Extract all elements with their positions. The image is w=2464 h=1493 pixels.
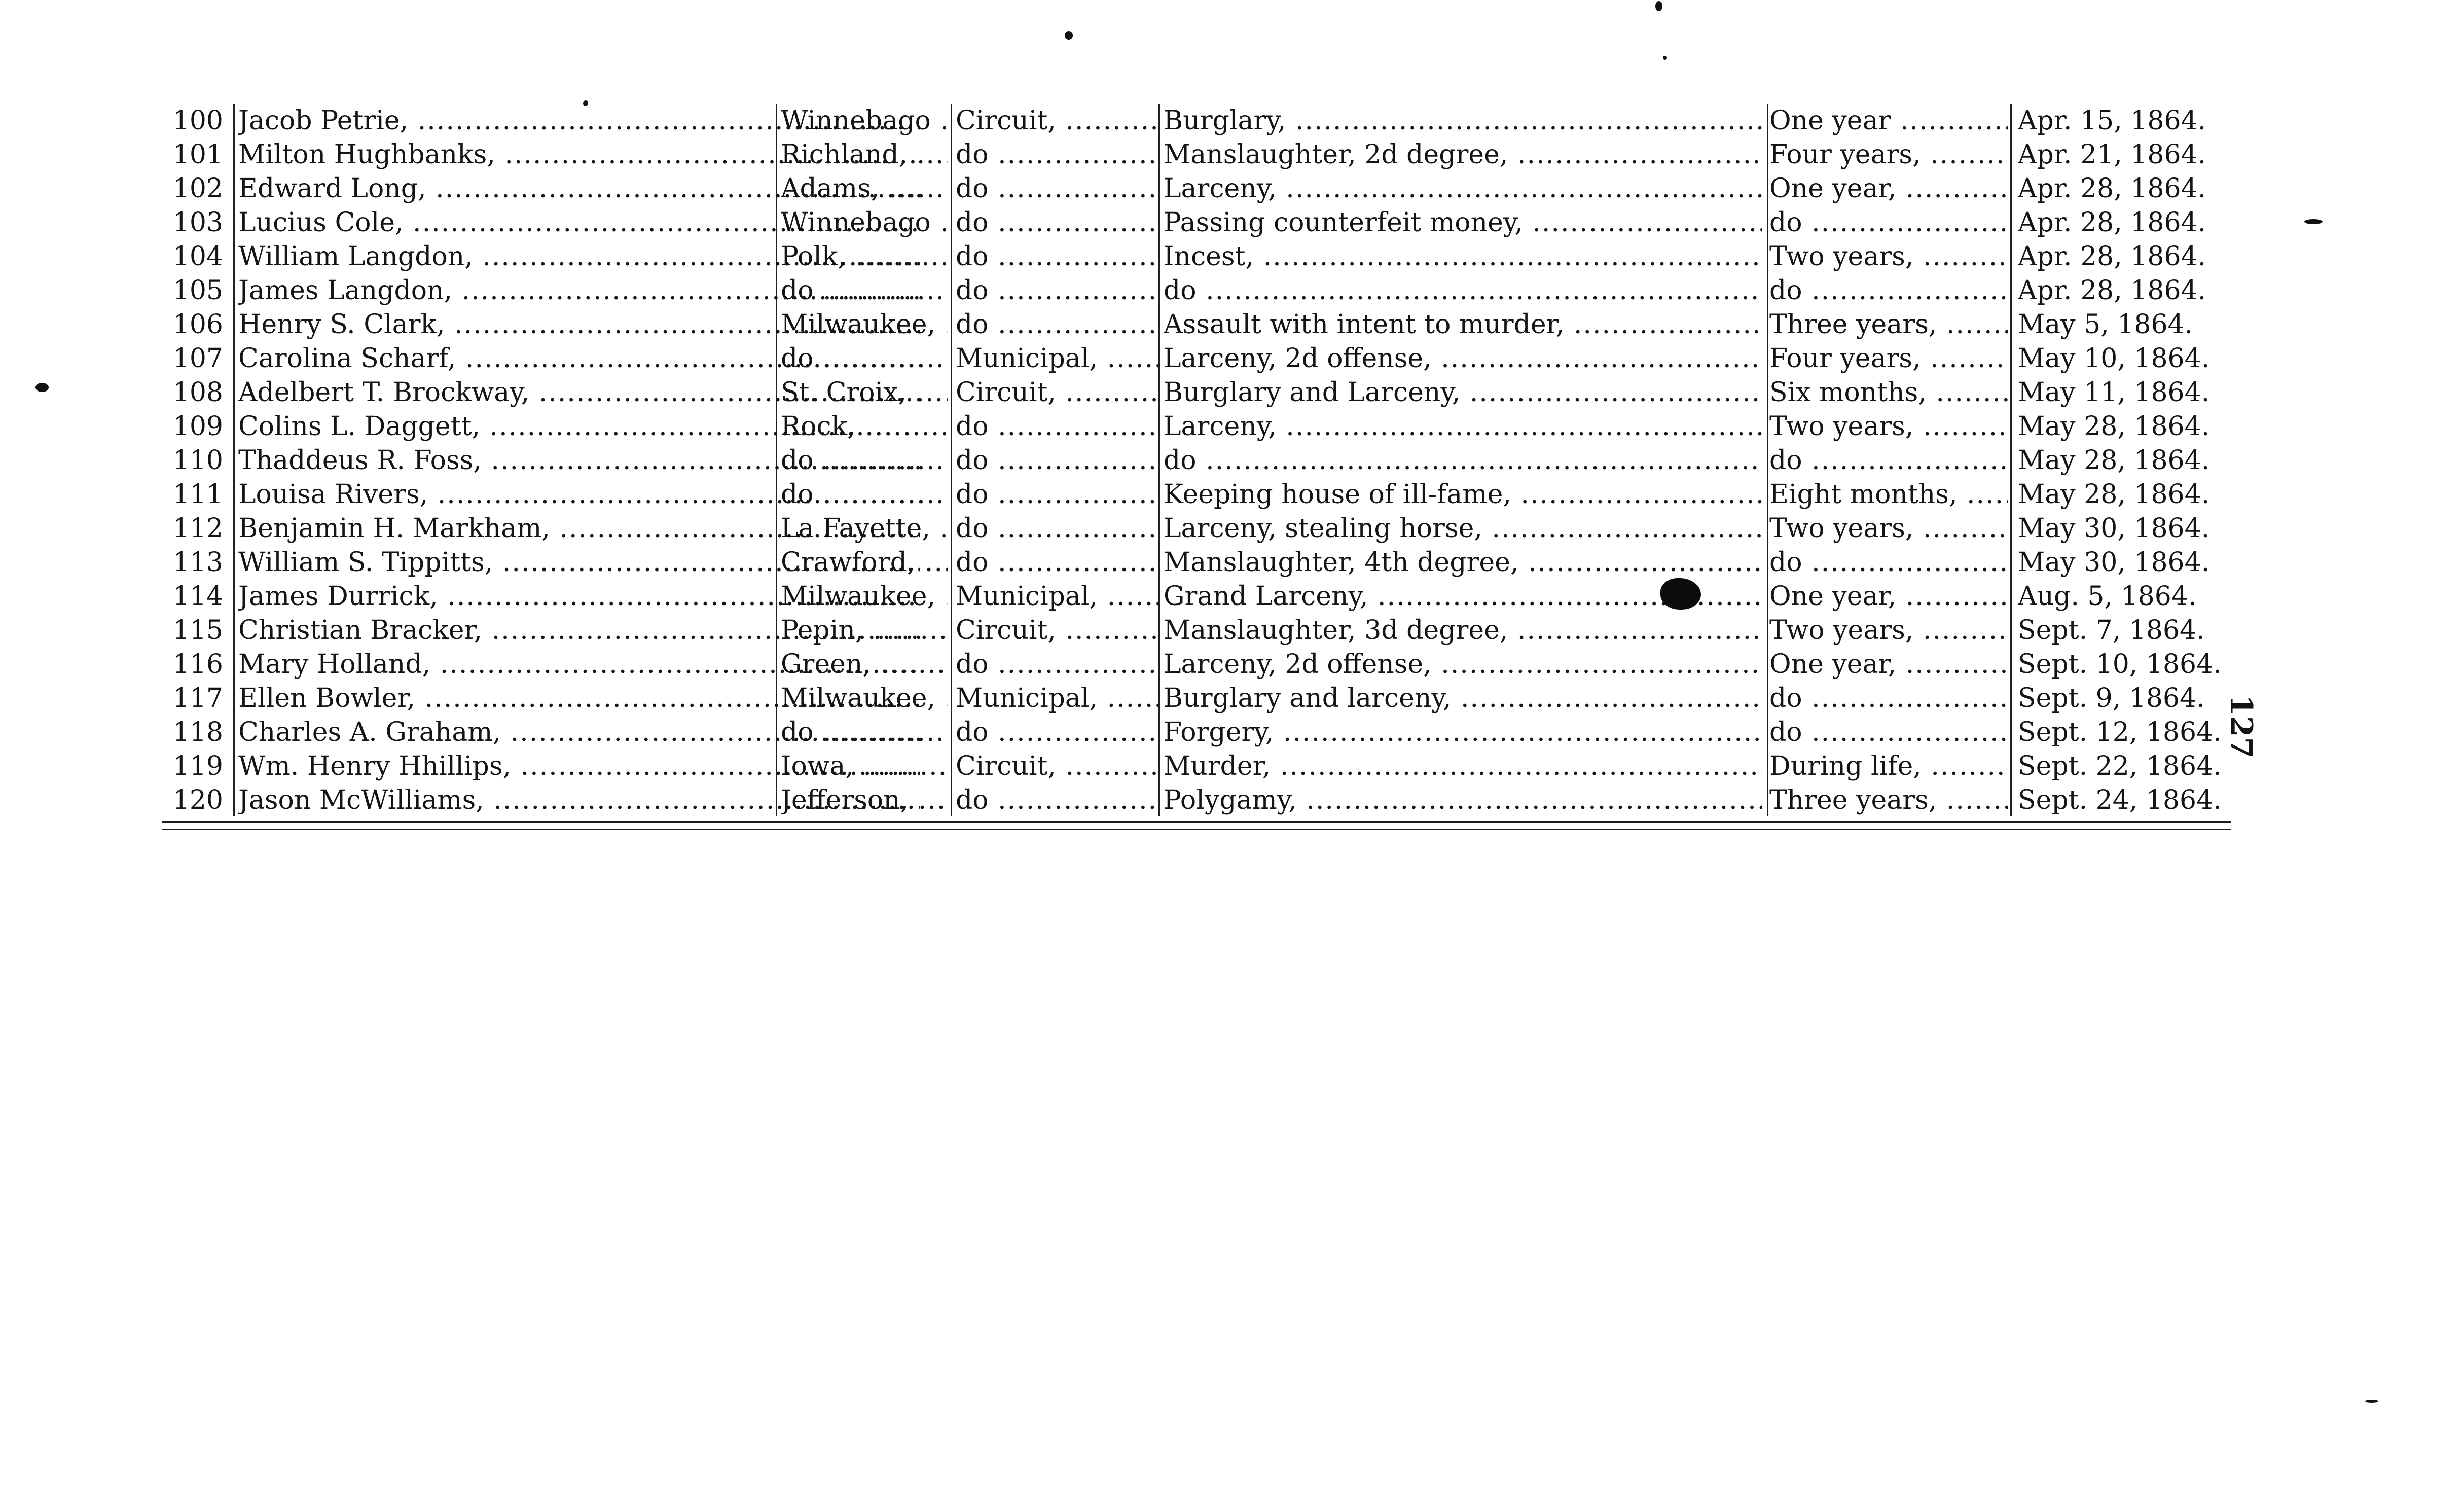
- county: do .....: [781, 478, 948, 512]
- sentence-term: Two years, .....: [1769, 512, 2008, 546]
- page-number: 127: [2223, 695, 2259, 759]
- table-row: [152, 444, 2236, 478]
- sentence-date: May 28, 1864.: [2018, 479, 2210, 510]
- sentence-term: Three years, .....: [1769, 784, 2008, 817]
- row-number: 110: [172, 445, 223, 476]
- ink-speck: [2304, 219, 2323, 224]
- table-row: [152, 750, 2236, 784]
- row-number: 115: [172, 615, 223, 646]
- ink-speck: [1655, 1, 1662, 11]
- sentence-date: Sept. 12, 1864.: [2018, 717, 2222, 748]
- table-row: [152, 784, 2236, 817]
- county: Milwaukee, .....: [781, 308, 948, 342]
- court: do .....: [956, 206, 1158, 240]
- crime: Burglary and Larceny, .....: [1164, 376, 1762, 410]
- row-number: 101: [172, 139, 223, 170]
- sentence-term: Eight months, .....: [1769, 478, 2008, 512]
- row-number: 102: [172, 173, 223, 204]
- ink-speck: [1663, 56, 1667, 60]
- sentence-date: Sept. 10, 1864.: [2018, 649, 2222, 680]
- crime: Polygamy, .....: [1164, 784, 1762, 817]
- prisoner-name: Benjamin H. Markham, .....: [238, 512, 920, 546]
- row-number: 111: [172, 479, 223, 510]
- crime: Passing counterfeit money, .....: [1164, 206, 1762, 240]
- sentence-date: May 11, 1864.: [2018, 377, 2210, 408]
- table-row: [152, 138, 2236, 172]
- prisoner-name: Jason McWilliams, .....: [238, 784, 920, 817]
- sentence-date: Apr. 15, 1864.: [2018, 105, 2206, 136]
- crime: Forgery, .....: [1164, 716, 1762, 750]
- county: Rock, .....: [781, 410, 948, 444]
- sentence-date: Apr. 28, 1864.: [2018, 207, 2206, 238]
- sentence-term: do .....: [1769, 274, 2008, 308]
- county: Crawford, .....: [781, 546, 948, 580]
- court: do .....: [956, 444, 1158, 478]
- table-row: [152, 172, 2236, 206]
- prisoner-name: Wm. Henry Hhillips, .....: [238, 750, 920, 784]
- row-number: 118: [172, 717, 223, 748]
- court: do .....: [956, 716, 1158, 750]
- county: Richland, .....: [781, 138, 948, 172]
- court: do .....: [956, 308, 1158, 342]
- table-row: [152, 308, 2236, 342]
- sentence-date: Sept. 9, 1864.: [2018, 683, 2205, 714]
- sentence-date: May 5, 1864.: [2018, 309, 2193, 340]
- sentence-term: One year, .....: [1769, 648, 2008, 682]
- sentence-date: Aug. 5, 1864.: [2018, 581, 2197, 612]
- sentence-date: Sept. 24, 1864.: [2018, 785, 2222, 815]
- court: Circuit, .....: [956, 104, 1158, 138]
- sentence-date: May 28, 1864.: [2018, 411, 2210, 442]
- county: Adams, .....: [781, 172, 948, 206]
- prisoner-name: Ellen Bowler, .....: [238, 682, 920, 716]
- prisoner-name: William Langdon, .....: [238, 240, 920, 274]
- table-row: [152, 648, 2236, 682]
- row-number: 105: [172, 275, 223, 306]
- row-number: 117: [172, 683, 223, 714]
- court: Circuit, .....: [956, 614, 1158, 648]
- table-row: [152, 410, 2236, 444]
- prisoner-name: Mary Holland, .....: [238, 648, 920, 682]
- convict-register-table: [152, 104, 2236, 817]
- sentence-date: Apr. 28, 1864.: [2018, 275, 2206, 306]
- prisoner-name: Thaddeus R. Foss, .....: [238, 444, 920, 478]
- sentence-term: do .....: [1769, 682, 2008, 716]
- court: do .....: [956, 172, 1158, 206]
- sentence-term: One year .....: [1769, 104, 2008, 138]
- crime: do .....: [1164, 444, 1762, 478]
- crime: Manslaughter, 3d degree, .....: [1164, 614, 1762, 648]
- crime: Larceny, stealing horse, .....: [1164, 512, 1762, 546]
- sentence-date: May 30, 1864.: [2018, 513, 2210, 544]
- row-number: 107: [172, 343, 223, 374]
- row-number: 116: [172, 649, 223, 680]
- court: Municipal, .....: [956, 682, 1158, 716]
- sentence-date: Sept. 7, 1864.: [2018, 615, 2205, 646]
- prisoner-name: Milton Hughbanks, .....: [238, 138, 920, 172]
- table-row: [152, 478, 2236, 512]
- crime: Burglary and larceny, .....: [1164, 682, 1762, 716]
- ink-speck: [1065, 31, 1073, 40]
- table-row: [152, 716, 2236, 750]
- prisoner-name: Lucius Cole, .....: [238, 206, 920, 240]
- sentence-date: Sept. 22, 1864.: [2018, 751, 2222, 781]
- table-bottom-rule: [162, 829, 2231, 830]
- sentence-term: During life, .....: [1769, 750, 2008, 784]
- crime: Burglary, .....: [1164, 104, 1762, 138]
- prisoner-name: James Langdon, .....: [238, 274, 920, 308]
- table-row: [152, 580, 2236, 614]
- row-number: 114: [172, 581, 223, 612]
- row-number: 108: [172, 377, 223, 408]
- crime: Incest, .....: [1164, 240, 1762, 274]
- crime: do .....: [1164, 274, 1762, 308]
- ink-speck: [35, 383, 49, 392]
- sentence-date: May 10, 1864.: [2018, 343, 2210, 374]
- table-bottom-rule: [162, 821, 2231, 823]
- crime: Manslaughter, 2d degree, .....: [1164, 138, 1762, 172]
- sentence-date: Apr. 21, 1864.: [2018, 139, 2206, 170]
- crime: Larceny, .....: [1164, 410, 1762, 444]
- prisoner-name: Carolina Scharf, .....: [238, 342, 920, 376]
- crime: Assault with intent to murder, .....: [1164, 308, 1762, 342]
- prisoner-name: Louisa Rivers, .....: [238, 478, 920, 512]
- row-number: 106: [172, 309, 223, 340]
- prisoner-name: Henry S. Clark, .....: [238, 308, 920, 342]
- county: Milwaukee, .....: [781, 580, 948, 614]
- prisoner-name: Edward Long, .....: [238, 172, 920, 206]
- sentence-term: One year, .....: [1769, 172, 2008, 206]
- prisoner-name: William S. Tippitts, .....: [238, 546, 920, 580]
- crime: Larceny, 2d offense, .....: [1164, 342, 1762, 376]
- crime: Larceny, .....: [1164, 172, 1762, 206]
- prisoner-name: Jacob Petrie, .....: [238, 104, 920, 138]
- county: Milwaukee, .....: [781, 682, 948, 716]
- crime: Grand Larceny, .....: [1164, 580, 1762, 614]
- table-row: [152, 240, 2236, 274]
- prisoner-name: Christian Bracker, .....: [238, 614, 920, 648]
- county: Winnebago .....: [781, 104, 948, 138]
- row-number: 112: [172, 513, 223, 544]
- table-row: [152, 614, 2236, 648]
- court: Circuit, .....: [956, 750, 1158, 784]
- county: do .....: [781, 342, 948, 376]
- court: do .....: [956, 648, 1158, 682]
- ink-speck: [583, 100, 588, 106]
- table-row: [152, 546, 2236, 580]
- crime: Manslaughter, 4th degree, .....: [1164, 546, 1762, 580]
- prisoner-name: Charles A. Graham, .....: [238, 716, 920, 750]
- court: do .....: [956, 512, 1158, 546]
- court: Circuit, .....: [956, 376, 1158, 410]
- sentence-term: Two years, .....: [1769, 410, 2008, 444]
- court: Municipal, .....: [956, 580, 1158, 614]
- ink-speck: [2365, 1400, 2378, 1403]
- sentence-term: do .....: [1769, 716, 2008, 750]
- county: Iowa, .....: [781, 750, 948, 784]
- crime: Murder, .....: [1164, 750, 1762, 784]
- court: do .....: [956, 138, 1158, 172]
- sentence-term: Four years, .....: [1769, 138, 2008, 172]
- prisoner-name: Colins L. Daggett, .....: [238, 410, 920, 444]
- row-number: 100: [172, 105, 223, 136]
- table-row: [152, 104, 2236, 138]
- court: Municipal, .....: [956, 342, 1158, 376]
- sentence-term: Three years, .....: [1769, 308, 2008, 342]
- crime: Larceny, 2d offense, .....: [1164, 648, 1762, 682]
- court: do .....: [956, 410, 1158, 444]
- sentence-term: do .....: [1769, 444, 2008, 478]
- sentence-term: Two years, .....: [1769, 614, 2008, 648]
- county: Pepin, .....: [781, 614, 948, 648]
- ink-blot: [1660, 578, 1701, 610]
- row-number: 109: [172, 411, 223, 442]
- sentence-term: One year, .....: [1769, 580, 2008, 614]
- court: do .....: [956, 784, 1158, 817]
- table-row: [152, 274, 2236, 308]
- row-number: 119: [172, 751, 223, 781]
- table-row: [152, 206, 2236, 240]
- court: do .....: [956, 546, 1158, 580]
- sentence-date: May 28, 1864.: [2018, 445, 2210, 476]
- county: Polk, .....: [781, 240, 948, 274]
- county: do .....: [781, 444, 948, 478]
- row-number: 103: [172, 207, 223, 238]
- county: Jefferson, .....: [781, 784, 948, 817]
- court: do .....: [956, 240, 1158, 274]
- court: do .....: [956, 478, 1158, 512]
- row-number: 120: [172, 785, 223, 815]
- sentence-term: Six months, .....: [1769, 376, 2008, 410]
- court: do .....: [956, 274, 1158, 308]
- sentence-term: do .....: [1769, 546, 2008, 580]
- table-row: [152, 512, 2236, 546]
- table-row: [152, 342, 2236, 376]
- county: St. Croix, .....: [781, 376, 948, 410]
- sentence-date: Apr. 28, 1864.: [2018, 241, 2206, 272]
- row-number: 113: [172, 547, 223, 578]
- row-number: 104: [172, 241, 223, 272]
- county: do .....: [781, 274, 948, 308]
- county: Green, .....: [781, 648, 948, 682]
- county: Winnebago .....: [781, 206, 948, 240]
- sentence-term: Four years, .....: [1769, 342, 2008, 376]
- crime: Keeping house of ill-fame, .....: [1164, 478, 1762, 512]
- sentence-term: Two years, .....: [1769, 240, 2008, 274]
- sentence-date: Apr. 28, 1864.: [2018, 173, 2206, 204]
- county: La Fayette, .....: [781, 512, 948, 546]
- prisoner-name: Adelbert T. Brockway, .....: [238, 376, 920, 410]
- sentence-date: May 30, 1864.: [2018, 547, 2210, 578]
- table-row: [152, 376, 2236, 410]
- table-row: [152, 682, 2236, 716]
- sentence-term: do .....: [1769, 206, 2008, 240]
- prisoner-name: James Durrick, .....: [238, 580, 920, 614]
- county: do .....: [781, 716, 948, 750]
